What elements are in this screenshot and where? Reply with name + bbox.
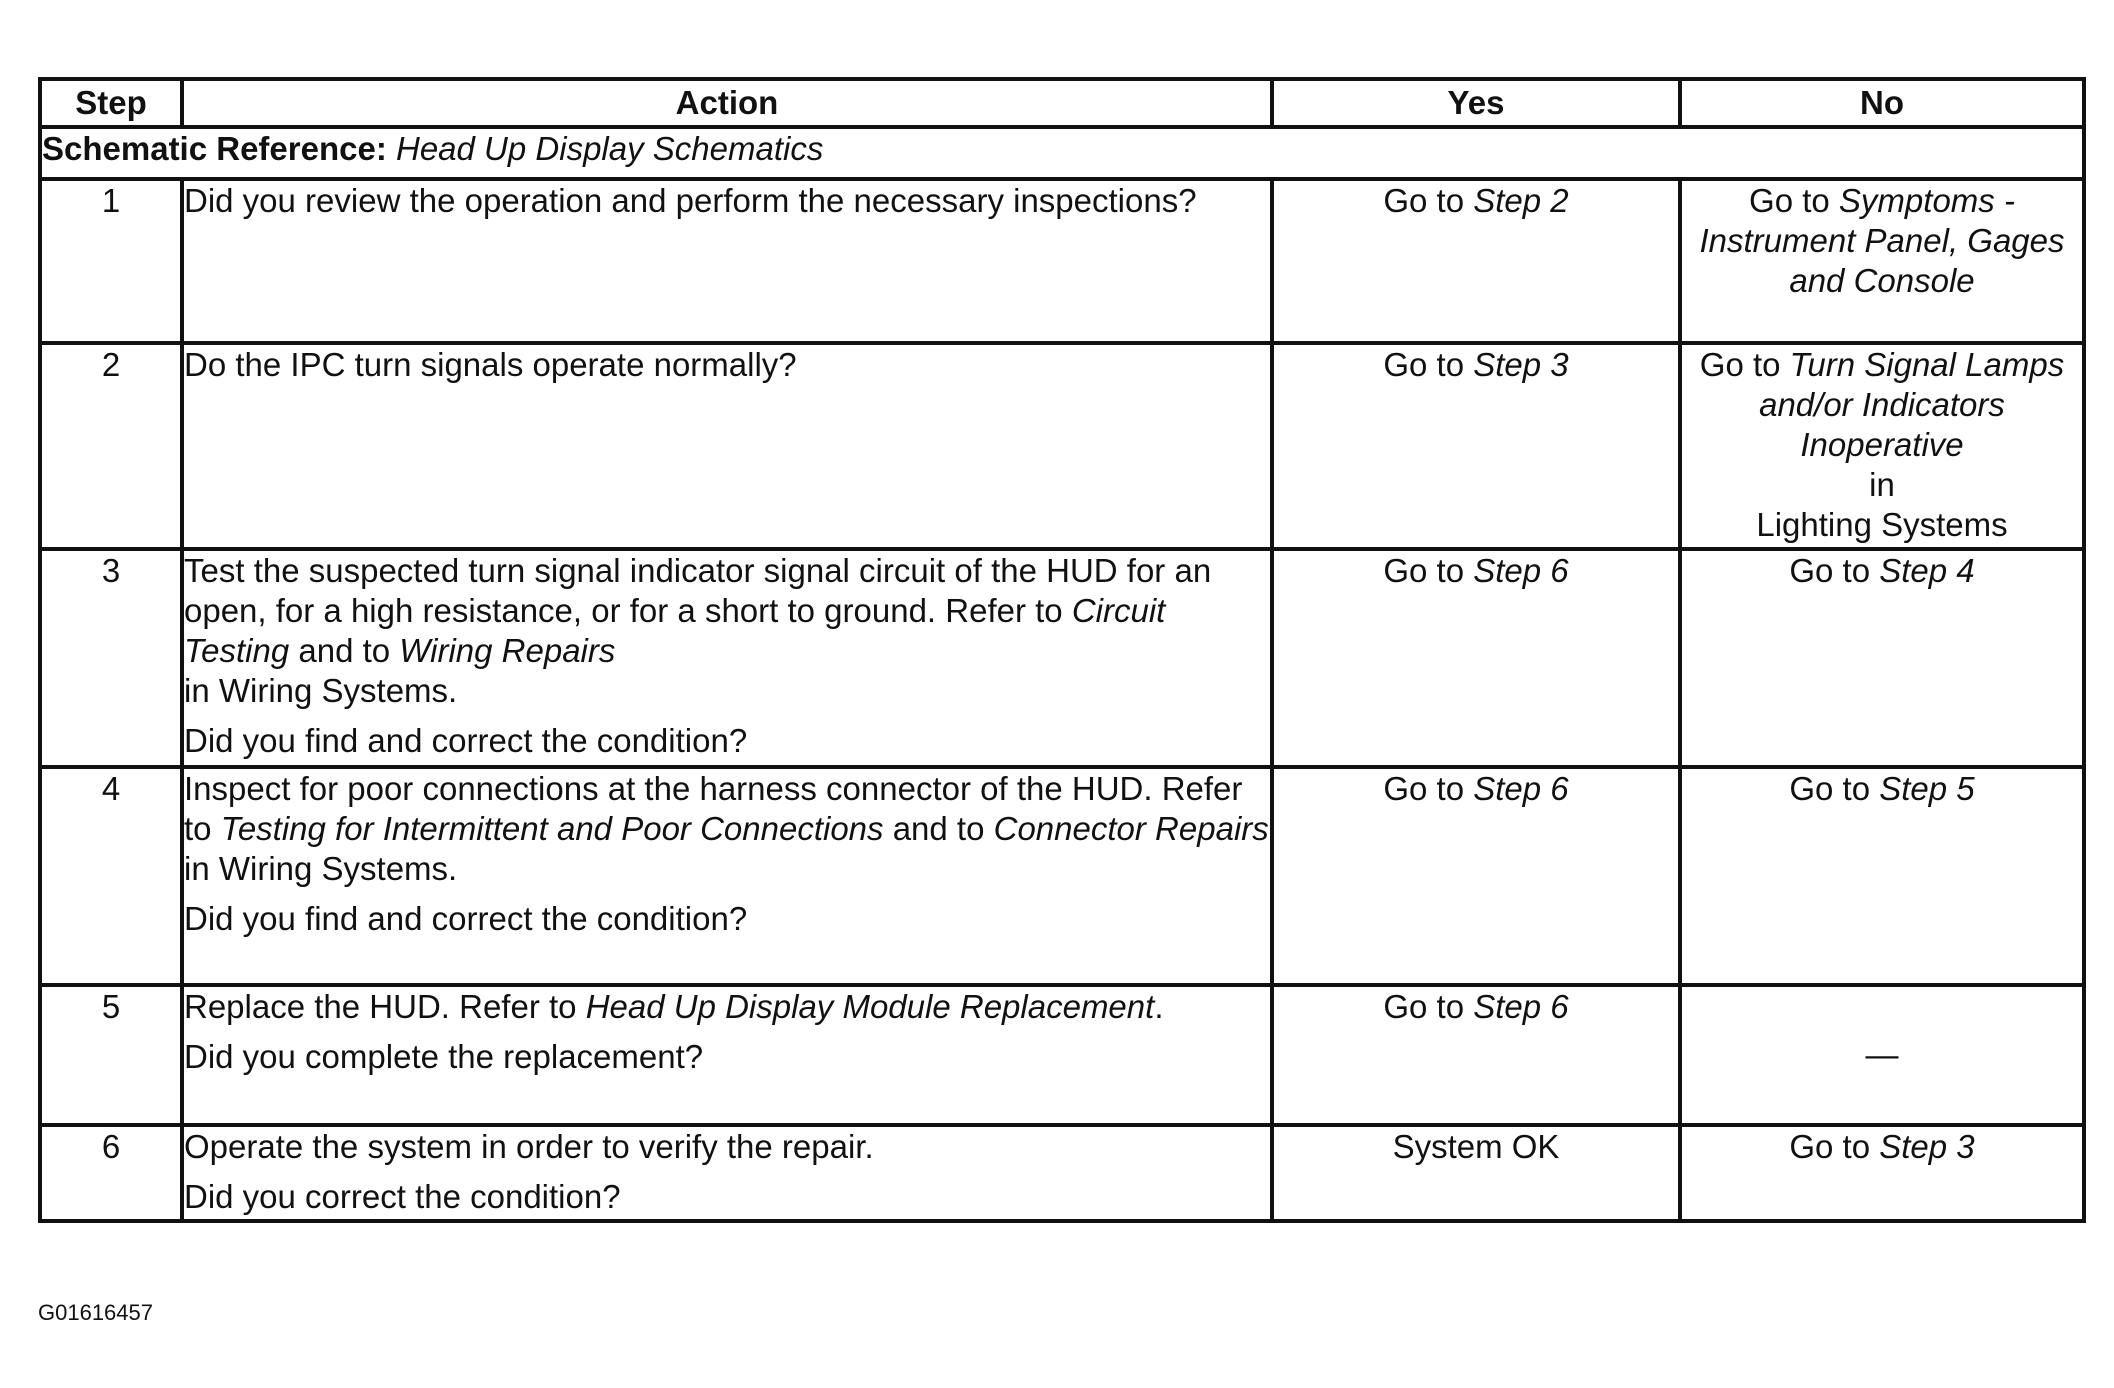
action-text — [184, 551, 1270, 711]
yes-cell — [1272, 549, 1680, 767]
yes-cell — [1272, 1125, 1680, 1221]
no-dash: — — [1865, 1036, 1899, 1073]
header-no: No — [1680, 79, 2084, 127]
yes-cell — [1272, 985, 1680, 1125]
step-number: 6 — [40, 1125, 182, 1221]
action-text: Operate the system in order to verify the repair. — [184, 1128, 874, 1165]
schematic-reference — [40, 127, 2084, 179]
step-number: 3 — [40, 549, 182, 767]
no-cell — [1680, 767, 2084, 985]
action-cell — [182, 179, 1272, 343]
table-row — [40, 767, 2084, 985]
no-reference-link[interactable]: Symptoms - Instrument Panel, Gages and Console — [1699, 182, 2065, 299]
step-number: 1 — [40, 179, 182, 343]
table-row — [40, 179, 2084, 343]
table-row — [40, 343, 2084, 549]
no-cell — [1680, 179, 2084, 343]
no-prefix: Go to — [1789, 552, 1871, 589]
yes-step-link[interactable]: Step 2 — [1473, 182, 1569, 219]
schematic-reference-link[interactable]: Head Up Display Schematics — [396, 130, 824, 167]
schematic-reference-label: Schematic Reference: — [42, 130, 387, 167]
no-step-link[interactable]: Step 4 — [1879, 552, 1975, 589]
action-text: Did you review the operation and perform the necessary inspections? — [184, 182, 1197, 219]
action-cell — [182, 985, 1272, 1125]
yes-step-link[interactable]: Step 6 — [1473, 988, 1569, 1025]
header-yes: Yes — [1272, 79, 1680, 127]
no-step-link[interactable]: Step 5 — [1879, 770, 1975, 807]
action-question: Did you complete the replacement? — [184, 1038, 704, 1075]
yes-prefix: Go to — [1383, 988, 1465, 1025]
action-cell — [182, 1125, 1272, 1221]
table-row — [40, 1125, 2084, 1221]
diagnostic-table — [38, 77, 2086, 1223]
action-cell — [182, 549, 1272, 767]
no-prefix: Go to — [1789, 1128, 1871, 1165]
action-question: Did you find and correct the condition? — [184, 722, 748, 759]
yes-prefix: Go to — [1383, 182, 1465, 219]
action-cell — [182, 343, 1272, 549]
yes-step-link[interactable]: Step 6 — [1473, 770, 1569, 807]
schematic-reference-row — [40, 127, 2084, 179]
intermittent-connections-link[interactable]: Testing for Intermittent and Poor Connections — [220, 810, 884, 847]
action-text-part: and to — [298, 632, 391, 669]
connector-repairs-link[interactable]: Connector Repairs — [993, 810, 1269, 847]
yes-cell — [1272, 179, 1680, 343]
circuit-testing-link[interactable]: Circuit Testing — [184, 592, 1166, 669]
wiring-repairs-link[interactable]: Wiring Repairs — [399, 632, 616, 669]
no-cell — [1680, 985, 2084, 1125]
no-in-text: in — [1869, 466, 1895, 503]
yes-step-link[interactable]: Step 6 — [1473, 552, 1569, 589]
action-text: Do the IPC turn signals operate normally? — [184, 346, 797, 383]
action-text — [184, 769, 1270, 889]
yes-step-link[interactable]: Step 3 — [1473, 346, 1569, 383]
header-row — [40, 79, 2084, 127]
no-reference-link[interactable]: Turn Signal Lamps and/or Indicators Inoperative — [1759, 346, 2065, 463]
action-text-part: in Wiring Systems. — [184, 850, 458, 887]
action-text-part: Replace the HUD. Refer to — [184, 988, 577, 1025]
action-text-part: Test the suspected turn signal indicator signal circuit of the HUD for an open, for a high resistance, or for a short to ground. Refer to — [184, 552, 1212, 629]
table-row — [40, 985, 2084, 1125]
header-step: Step — [40, 79, 182, 127]
no-suffix-text: Lighting Systems — [1756, 506, 2008, 543]
hud-replacement-link[interactable]: Head Up Display Module Replacement — [585, 988, 1155, 1025]
action-text-part: in Wiring Systems. — [184, 672, 458, 709]
action-text-part: and to — [892, 810, 985, 847]
no-prefix: Go to — [1699, 346, 1781, 383]
step-number: 4 — [40, 767, 182, 985]
yes-prefix: Go to — [1383, 770, 1465, 807]
yes-cell — [1272, 343, 1680, 549]
no-step-link[interactable]: Step 3 — [1879, 1128, 1975, 1165]
step-number: 5 — [40, 985, 182, 1125]
no-cell — [1680, 343, 2084, 549]
figure-id: G01616457 — [38, 1300, 153, 1325]
no-cell — [1680, 549, 2084, 767]
no-cell — [1680, 1125, 2084, 1221]
action-question: Did you correct the condition? — [184, 1178, 621, 1215]
action-text — [184, 987, 1270, 1027]
step-number: 2 — [40, 343, 182, 549]
action-cell — [182, 767, 1272, 985]
yes-prefix: Go to — [1383, 552, 1465, 589]
diagnostic-table-container — [38, 77, 2082, 1223]
action-text-part: . — [1154, 988, 1164, 1025]
table-row — [40, 549, 2084, 767]
header-action: Action — [182, 79, 1272, 127]
action-text-part: Inspect for poor connections at the harness connector of the HUD. Refer to — [184, 770, 1243, 847]
action-question: Did you find and correct the condition? — [184, 900, 748, 937]
no-prefix: Go to — [1789, 770, 1871, 807]
no-prefix: Go to — [1749, 182, 1830, 219]
system-ok-text: System OK — [1392, 1128, 1560, 1165]
yes-cell — [1272, 767, 1680, 985]
yes-prefix: Go to — [1383, 346, 1465, 383]
